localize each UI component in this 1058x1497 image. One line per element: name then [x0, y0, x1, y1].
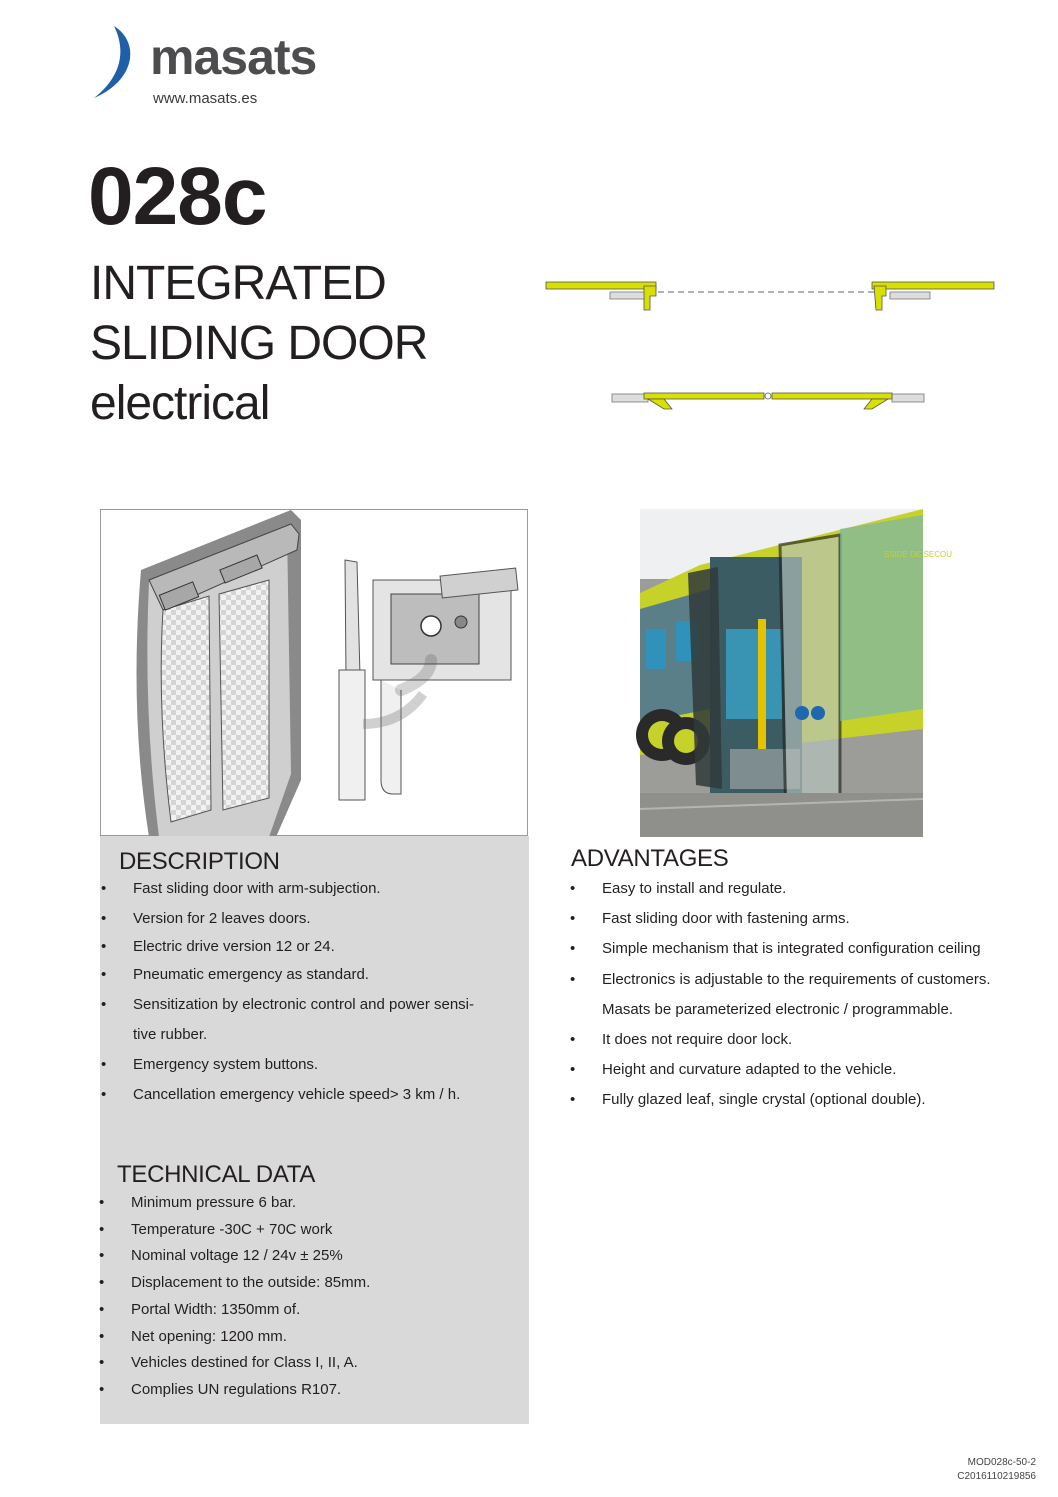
list-item: • Displacement to the outside: 85mm. [99, 1274, 371, 1292]
list-item: • Easy to install and regulate. [570, 880, 787, 897]
brand-name: masats [150, 29, 317, 85]
technical-drawing [100, 509, 528, 836]
list-item: • Emergency system buttons. [101, 1056, 319, 1073]
list-item: • Net opening: 1200 mm. [99, 1327, 287, 1345]
list-item: • Simple mechanism that is integrated configuration ceiling [570, 940, 981, 958]
list-item-continuation: tive rubber. [133, 1026, 208, 1043]
list-item: • Nominal voltage 12 / 24v ± 25% [99, 1247, 343, 1265]
title-line-1: INTEGRATED [90, 257, 386, 310]
door-mechanism-drawing [101, 510, 529, 837]
bus-sign-text: SSIDE DE SECOU [884, 550, 953, 559]
title-line-3: electrical [90, 377, 270, 430]
door-closed-schematic [612, 393, 924, 409]
list-item: • Electric drive version 12 or 24. [101, 938, 335, 955]
bus-photo [640, 509, 953, 837]
list-item: • Fully glazed leaf, single crystal (optional double). [570, 1091, 926, 1109]
document-code: MOD028c-50-2 [967, 1457, 1036, 1468]
door-schematic-diagram [540, 268, 1010, 428]
list-item: • Height and curvature adapted to the vehicle. [570, 1061, 897, 1079]
technical-heading: TECHNICAL DATA [117, 1161, 316, 1188]
list-item: • Fast sliding door with arm-subjection. [101, 880, 381, 897]
list-item: • Electronics is adjustable to the requirements of customers. [570, 970, 991, 988]
title-line-2: SLIDING DOOR [90, 317, 428, 370]
brand-url: www.masats.es [153, 90, 258, 107]
list-item: • Vehicles destined for Class I, II, A. [99, 1354, 358, 1372]
bus-door-illustration [640, 509, 953, 837]
list-item: • Fast sliding door with fastening arms. [570, 910, 850, 928]
list-item: • Version for 2 leaves doors. [101, 910, 311, 927]
description-heading: DESCRIPTION [119, 848, 280, 875]
list-item: • Minimum pressure 6 bar. [99, 1194, 297, 1211]
masats-logo-icon [92, 24, 152, 100]
list-item: • Pneumatic emergency as standard. [101, 966, 369, 983]
list-item: • Portal Width: 1350mm of. [99, 1300, 301, 1318]
advantages-list [570, 874, 1040, 1116]
advantages-heading: ADVANTAGES [571, 845, 729, 872]
list-item: • Cancellation emergency vehicle speed> 3 km / h. [101, 1086, 461, 1103]
list-item: • Sensitization by electronic control and power sensi- [101, 996, 475, 1013]
document-reference: C2016110219856 [957, 1471, 1036, 1482]
model-number: 028c [88, 151, 267, 242]
technical-list [99, 1190, 529, 1404]
list-item: • It does not require door lock. [570, 1031, 793, 1049]
list-item: • Temperature -30C + 70C work [99, 1220, 333, 1238]
door-open-schematic [546, 282, 994, 310]
description-list [101, 874, 531, 1110]
list-item: • Complies UN regulations R107. [99, 1380, 342, 1398]
list-item-continuation: Masats be parameterized electronic / programmable. [602, 1000, 953, 1018]
